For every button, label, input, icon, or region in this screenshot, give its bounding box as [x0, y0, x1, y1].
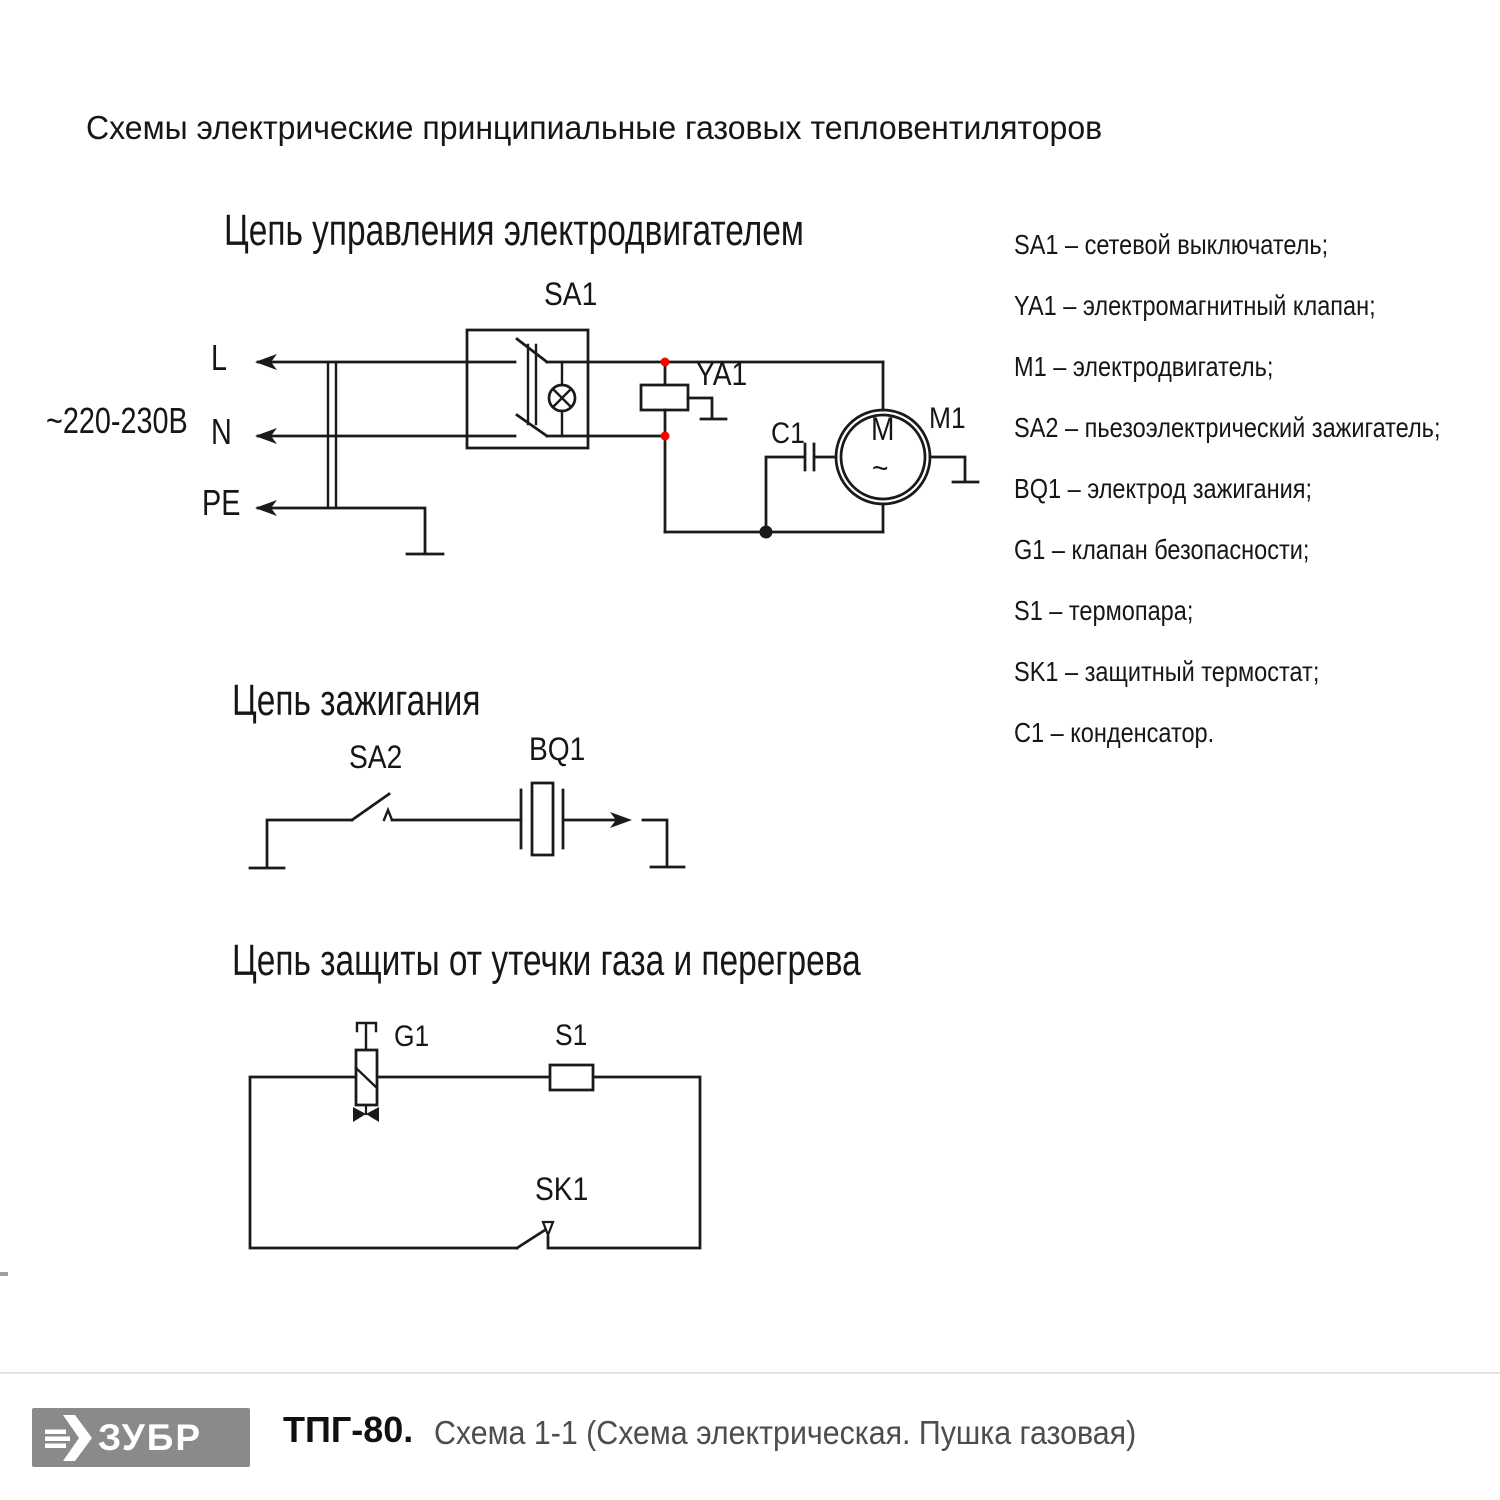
line-PE-label: PE — [202, 482, 241, 523]
legend-text: S1 – термопара; — [1014, 594, 1194, 626]
protection-circuit — [250, 1019, 700, 1248]
legend-text: SA2 – пьезоэлектрический зажигатель; — [1014, 411, 1441, 443]
legend-text: YA1 – электромагнитный клапан; — [1014, 289, 1376, 321]
left-terminal — [250, 820, 352, 868]
section-title-protection: Цепь защиты от утечки газа и перегрева — [232, 936, 861, 985]
line-N-label: N — [211, 411, 232, 452]
zubr-brand-text: ЗУБР — [98, 1417, 203, 1458]
section-title-ignition: Цепь зажигания — [232, 676, 481, 725]
junction-red-bottom — [661, 432, 670, 441]
sa1-linkage — [528, 345, 536, 424]
g1-valve-icon-right — [366, 1107, 379, 1122]
c1-capacitor — [766, 444, 836, 532]
motor-control-circuit — [255, 330, 978, 554]
bq1-label: BQ1 — [529, 731, 586, 767]
bq1-right-plate — [563, 790, 616, 848]
g1-valve-icon-left — [353, 1107, 366, 1122]
sa1-label: SA1 — [544, 276, 598, 312]
sa2-blade — [352, 794, 389, 820]
legend-text: C1 – конденсатор. — [1014, 716, 1215, 748]
sa2-contact-icon — [384, 810, 392, 820]
junction-dot — [760, 526, 773, 539]
legend-item — [1014, 519, 1500, 580]
page-title: Схемы электрические принципиальные газовых тепловентиляторов — [86, 109, 1103, 146]
zubr-logo-icon — [42, 1412, 94, 1464]
section-title-motor-control: Цепь управления электродвигателем — [224, 206, 804, 255]
s1-thermocouple — [550, 1065, 593, 1090]
sk1-blade — [517, 1230, 545, 1248]
junction-red-top — [661, 358, 670, 367]
motor-ac-glyph: ~ — [872, 450, 889, 486]
sk1-contact-icon — [543, 1222, 553, 1235]
legend-text: BQ1 – электрод зажигания; — [1014, 472, 1313, 504]
legend-item — [1014, 397, 1500, 458]
ya1-coil — [641, 385, 688, 410]
right-terminal — [643, 820, 684, 867]
sk1-label: SK1 — [535, 1171, 589, 1207]
m1-label: M1 — [929, 402, 966, 435]
legend-item — [1014, 458, 1500, 519]
legend-item — [1014, 336, 1500, 397]
ignition-circuit — [250, 783, 684, 868]
line-PE — [258, 508, 443, 554]
zubr-logo — [32, 1408, 250, 1467]
legend-text: SK1 – защитный термостат; — [1014, 655, 1320, 687]
legend-item — [1014, 702, 1500, 763]
s1-label: S1 — [555, 1019, 588, 1052]
bq1-electrode — [532, 783, 553, 855]
page-edge-artifact — [0, 1272, 8, 1276]
motor-ground-icon — [930, 457, 978, 482]
footer-caption: Схема 1-1 (Схема электрическая. Пушка газовая) — [434, 1414, 1137, 1451]
legend-item — [1014, 275, 1500, 336]
legend-text: M1 – электродвигатель; — [1014, 350, 1274, 382]
ya1-ground-icon — [688, 398, 726, 419]
footer-divider — [0, 1372, 1500, 1374]
footer-model: ТПГ-80. — [283, 1409, 414, 1450]
legend-text: SA1 – сетевой выключатель; — [1014, 228, 1329, 260]
g1-thermo-tip-icon — [357, 1023, 376, 1050]
loop — [250, 1077, 700, 1248]
line-L-label: L — [211, 337, 228, 378]
sa2-label: SA2 — [349, 739, 403, 775]
c1-label: C1 — [771, 417, 805, 450]
legend-text: G1 – клапан безопасности; — [1014, 533, 1310, 565]
sa1-lamp-leads — [553, 362, 571, 436]
g1-label: G1 — [394, 1020, 430, 1053]
legend — [1014, 214, 1500, 763]
ya1-label: YA1 — [696, 356, 748, 392]
voltage-label: ~220-230В — [46, 400, 188, 441]
motor-m-glyph: M — [871, 411, 895, 447]
legend-item — [1014, 580, 1500, 641]
legend-item — [1014, 641, 1500, 702]
legend-item — [1014, 214, 1500, 275]
